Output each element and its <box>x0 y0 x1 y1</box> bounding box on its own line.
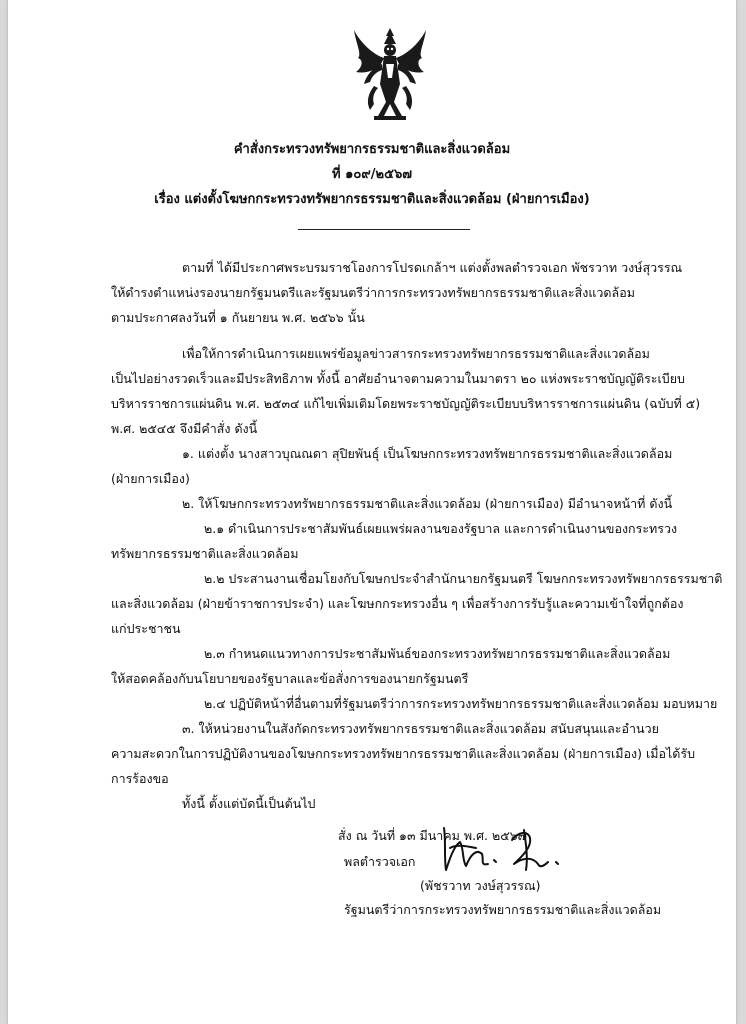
effective-clause: ทั้งนี้ ตั้งแต่บัดนี้เป็นต้นไป <box>182 796 316 811</box>
signer-position: รัฐมนตรีว่าการกระทรวงทรัพยากรธรรมชาติและสิ่งแวดล้อม <box>344 902 662 917</box>
clause-2: ๒. ให้โฆษกกระทรวงทรัพยากรธรรมชาติและสิ่งแวดล้อม (ฝ่ายการเมือง) มีอำนาจหน้าที่ ดังนี้ <box>182 496 673 511</box>
paragraph-line: ตามที่ ได้มีประกาศพระบรมราชโองการโปรดเกล้าฯ แต่งตั้งพลตำรวจเอก พัชรวาท วงษ์สุวรรณ <box>182 260 683 275</box>
clause-1: (ฝ่ายการเมือง) <box>111 471 190 486</box>
order-number: ที่ ๑๐๙/๒๕๖๗ <box>332 167 412 182</box>
handwritten-signature <box>436 818 566 876</box>
signer-name: (พัชรวาท วงษ์สุวรรณ) <box>420 878 541 893</box>
document-title: คำสั่งกระทรวงทรัพยากรธรรมชาติและสิ่งแวดล้อม <box>233 142 511 157</box>
paragraph-line: ให้ดำรงตำแหน่งรองนายกรัฐมนตรีและรัฐมนตรีว่าการกระทรวงทรัพยากรธรรมชาติและสิ่งแวดล้อม <box>111 285 635 300</box>
subject-line: เรื่อง แต่งตั้งโฆษกกระทรวงทรัพยากรธรรมชาติและสิ่งแวดล้อม (ฝ่ายการเมือง) <box>154 192 590 207</box>
paragraph-line: เพื่อให้การดำเนินการเผยแพร่ข้อมูลข่าวสารกระทรวงทรัพยากรธรรมชาติและสิ่งแวดล้อม <box>182 346 650 361</box>
paragraph-line: ตามประกาศลงวันที่ ๑ กันยายน พ.ศ. ๒๕๖๖ นั้น <box>111 310 365 325</box>
clause-2-2: และสิ่งแวดล้อม (ฝ่ายข้าราชการประจำ) และโฆษกกระทรวงอื่น ๆ เพื่อสร้างการรับรู้และความเข้าใจที่ถูกต้อง <box>111 596 684 611</box>
clause-3: การร้องขอ <box>111 771 169 786</box>
clause-1: ๑. แต่งตั้ง นางสาวบุณณดา สุปิยพันธุ์ เป็นโฆษกกระทรวงทรัพยากรธรรมชาติและสิ่งแวดล้อม <box>182 446 673 461</box>
clause-2-2: ๒.๒ ประสานงานเชื่อมโยงกับโฆษกประจำสำนักนายกรัฐมนตรี โฆษกกระทรวงทรัพยากรธรรมชาติ <box>204 571 723 586</box>
clause-3: ความสะดวกในการปฏิบัติงานของโฆษกกระทรวงทรัพยากรธรรมชาติและสิ่งแวดล้อม (ฝ่ายการเมือง) เมื่อได้รับ <box>111 746 696 761</box>
clause-2-3: ให้สอดคล้องกับนโยบายของรัฐบาลและข้อสั่งการของนายกรัฐมนตรี <box>111 671 469 686</box>
clause-2-1: ๒.๑ ดำเนินการประชาสัมพันธ์เผยแพร่ผลงานของรัฐบาล และการดำเนินงานของกระทรวง <box>204 521 678 536</box>
paragraph-line: เป็นไปอย่างรวดเร็วและมีประสิทธิภาพ ทั้งนี้ อาศัยอำนาจตามความในมาตรา ๒๐ แห่งพระราชบัญญัติระเบียบ <box>111 371 685 386</box>
signer-rank: พลตำรวจเอก <box>344 854 416 869</box>
garuda-emblem <box>344 24 436 124</box>
document-page <box>8 0 736 1024</box>
clause-2-4: ๒.๔ ปฏิบัติหน้าที่อื่นตามที่รัฐมนตรีว่าการกระทรวงทรัพยากรธรรมชาติและสิ่งแวดล้อม มอบหมาย <box>204 696 718 711</box>
clause-3: ๓. ให้หน่วยงานในสังกัดกระทรวงทรัพยากรธรรมชาติและสิ่งแวดล้อม สนับสนุนและอำนวย <box>182 721 659 736</box>
order-date: สั่ง ณ วันที่ ๑๓ มีนาคม พ.ศ. ๒๕๖๗ <box>338 828 528 843</box>
paragraph-line: พ.ศ. ๒๕๔๕ จึงมีคำสั่ง ดังนี้ <box>111 421 258 436</box>
clause-2-2: แก่ประชาชน <box>111 621 181 636</box>
paragraph-line: บริหารราชการแผ่นดิน พ.ศ. ๒๕๓๔ แก้ไขเพิ่มเติมโดยพระราชบัญญัติระเบียบบริหารราชการแผ่นดิน (ฉบับที่ ๕) <box>111 396 701 411</box>
clause-2-3: ๒.๓ กำหนดแนวทางการประชาสัมพันธ์ของกระทรวงทรัพยากรธรรมชาติและสิ่งแวดล้อม <box>204 646 671 661</box>
title-divider <box>298 229 470 230</box>
clause-2-1: ทรัพยากรธรรมชาติและสิ่งแวดล้อม <box>111 546 299 561</box>
